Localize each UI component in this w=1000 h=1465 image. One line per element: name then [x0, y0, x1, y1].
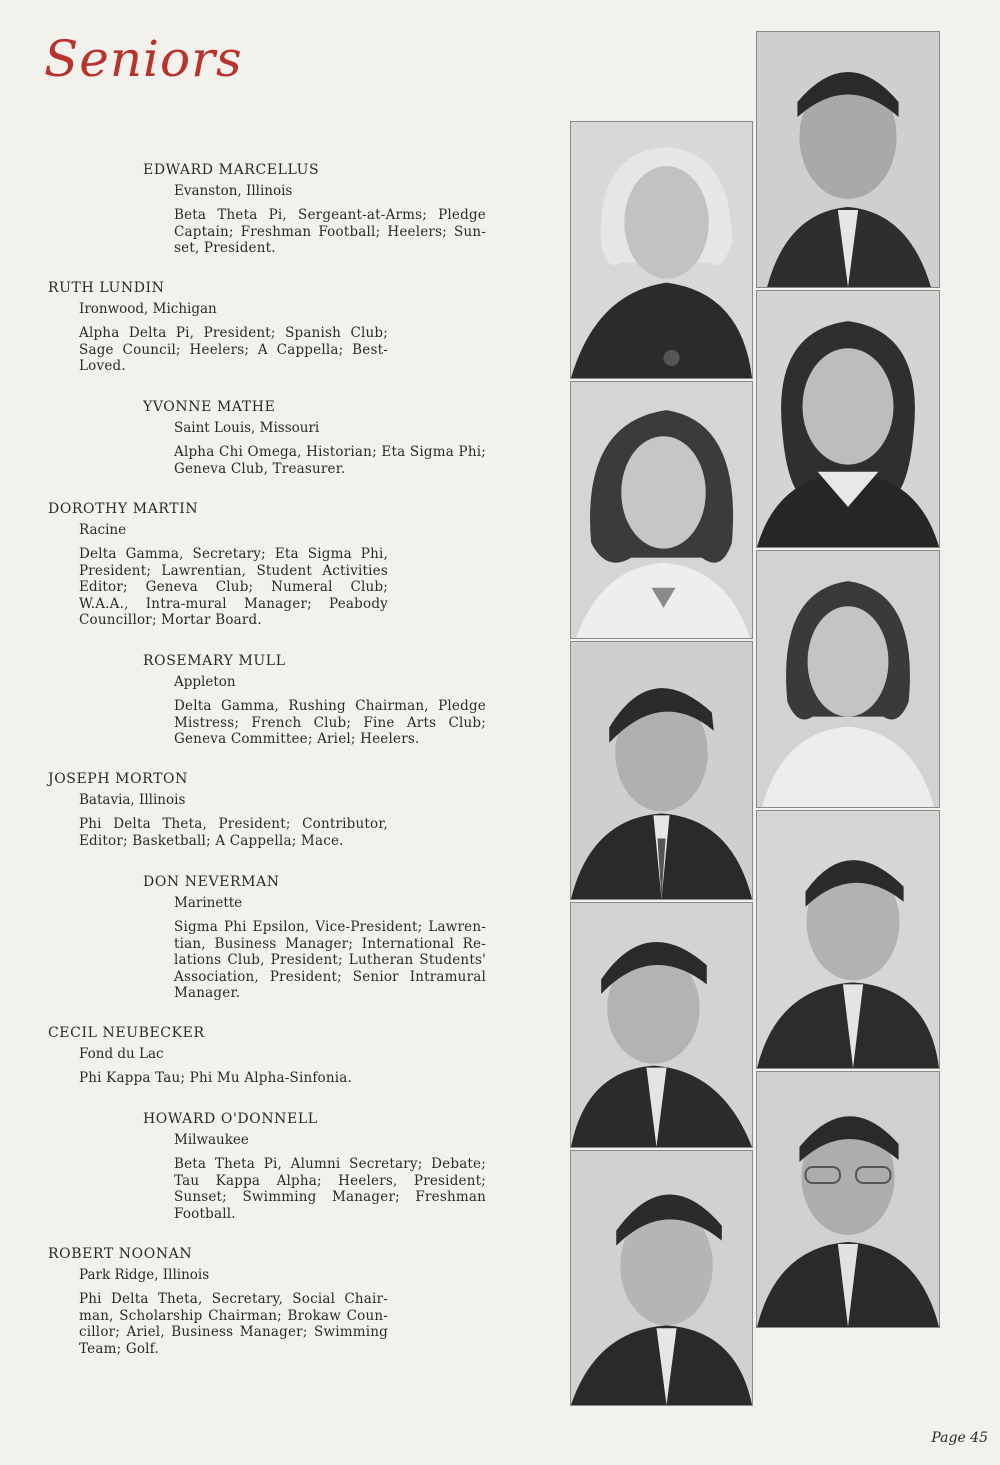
senior-hometown: Milwaukee [174, 1132, 249, 1148]
senior-activities: Alpha Chi Omega, Historian; Eta Sigma Phi; Geneva Club, Treasurer. [174, 444, 486, 477]
senior-name: DON NEVERMAN [143, 874, 280, 890]
senior-name: CECIL NEUBECKER [48, 1025, 205, 1041]
senior-hometown: Park Ridge, Illinois [79, 1267, 210, 1283]
senior-hometown: Marinette [174, 895, 243, 911]
senior-name: HOWARD O'DONNELL [143, 1111, 318, 1127]
senior-hometown: Appleton [174, 674, 236, 690]
senior-entry-marcellus [143, 161, 487, 257]
senior-entry-mathe [143, 398, 487, 477]
senior-entry-mull [143, 652, 487, 748]
portrait-photo-neubecker [570, 902, 753, 1148]
senior-activities: Phi Delta Theta, Secretary, Social Chair- man, Scholarship Chairman; Brokaw Coun- cillor; Ariel, Business Manager; Swimming Team; Golf. [79, 1291, 388, 1357]
senior-name: ROBERT NOONAN [48, 1246, 193, 1262]
senior-hometown: Racine [79, 522, 127, 538]
senior-entry-neubecker [48, 1024, 388, 1087]
portrait-photo-odonnell [756, 1071, 940, 1328]
senior-entry-odonnell [143, 1110, 487, 1222]
senior-hometown: Fond du Lac [79, 1046, 164, 1062]
senior-name: RUTH LUNDIN [48, 280, 165, 296]
portrait-photo-lundin-alt [570, 121, 753, 379]
portrait-photo-neverman [756, 810, 940, 1069]
senior-entry-morton [48, 770, 388, 849]
portrait-photo-morton [570, 641, 753, 900]
senior-entry-martin [48, 500, 388, 629]
portrait-photo-marcellus [756, 31, 940, 288]
senior-hometown: Ironwood, Michigan [79, 301, 217, 317]
senior-activities: Sigma Phi Epsilon, Vice-President; Lawren- tian, Business Manager; International Re- lations Club, President; Lutheran Students' Association, President; Senior Intramural Manager. [174, 919, 486, 1002]
senior-activities: Phi Delta Theta, President; Contributor, Editor; Basketball; A Cappella; Mace. [79, 816, 388, 849]
senior-name: DOROTHY MARTIN [48, 501, 199, 517]
senior-entry-noonan [48, 1245, 388, 1357]
page-number: Page 45 [931, 1430, 988, 1446]
senior-activities: Delta Gamma, Secretary; Eta Sigma Phi, President; Lawrentian, Student Activities Editor; Geneva Club; Numeral Club; W.A.A., Intra-mural Manager; Peabody Councillor; Mortar Board. [79, 546, 388, 629]
senior-name: EDWARD MARCELLUS [143, 162, 320, 178]
senior-name: JOSEPH MORTON [48, 771, 188, 787]
senior-entry-lundin [48, 279, 388, 375]
senior-activities: Beta Theta Pi, Sergeant-at-Arms; Pledge Captain; Freshman Football; Heelers; Sun- set, President. [174, 207, 486, 257]
senior-activities: Beta Theta Pi, Alumni Secretary; Debate; Tau Kappa Alpha; Heelers, President; Sunset; Swimming Manager; Freshman Football. [174, 1156, 486, 1222]
portrait-photo-noonan [570, 1150, 753, 1406]
portrait-photo-martin [570, 381, 753, 639]
senior-activities: Phi Kappa Tau; Phi Mu Alpha-Sinfonia. [79, 1070, 353, 1086]
senior-hometown: Batavia, Illinois [79, 792, 186, 808]
senior-hometown: Evanston, Illinois [174, 183, 293, 199]
senior-name: YVONNE MATHE [143, 399, 276, 415]
portrait-photo-lundin [756, 290, 940, 548]
page-title: Seniors [44, 30, 243, 88]
senior-entry-neverman [143, 873, 487, 1002]
senior-name: ROSEMARY MULL [143, 653, 286, 669]
portrait-photo-mathe [756, 550, 940, 808]
senior-activities: Delta Gamma, Rushing Chairman, Pledge Mistress; French Club; Fine Arts Club; Geneva Committee; Ariel; Heelers. [174, 698, 486, 748]
senior-activities: Alpha Delta Pi, President; Spanish Club; Sage Council; Heelers; A Cappella; Best- Loved. [79, 325, 388, 375]
senior-hometown: Saint Louis, Missouri [174, 420, 320, 436]
